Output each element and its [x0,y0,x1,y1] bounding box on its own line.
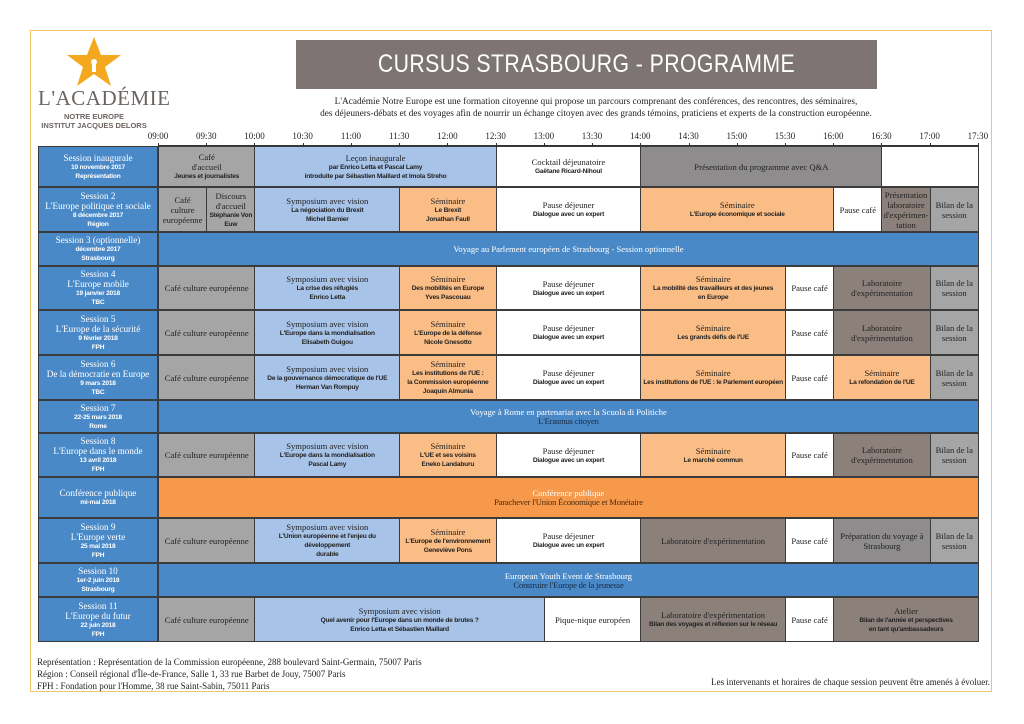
schedule-cell [544,597,641,642]
schedule-cell [930,187,979,232]
schedule-cell [833,310,930,355]
schedule-cell [833,187,882,232]
schedule-cell [785,355,834,400]
schedule-cell [640,518,786,563]
cell-detail: TBC [91,299,105,306]
schedule-cell [785,433,834,477]
time-tick [254,143,255,147]
schedule-cell [833,518,930,563]
cell-title: Séminaire [719,200,755,210]
cell-title: d'expérimentation [851,332,913,343]
cell-detail: Les institutions de l'UE : [412,370,484,377]
cell-detail: Jonathan Faull [426,215,470,223]
schedule-cell [833,433,930,477]
cell-title: Conférence publique [59,488,137,498]
time-tick [303,143,304,147]
cell-detail: en tant qu'ambassadeurs [868,625,944,633]
cell-detail: Des mobilités en Europe [411,285,485,292]
cell-title: Pause café [791,535,828,546]
cell-title: Préparation du voyage à [840,530,924,541]
cell-title: Séminaire [430,526,466,537]
cell-detail: Stéphanie Von [209,211,253,219]
cell-title: Café culture européenne [164,614,249,625]
schedule-cell [640,187,834,232]
cell-title: Session 10 [78,566,118,576]
cell-detail: L'Erasmus citoyen [538,416,599,426]
cell-detail: L'UE et ses voisins [419,452,476,459]
cell-title: laboratoire [887,199,925,210]
schedule-cell [640,597,786,642]
schedule-cell [496,310,642,355]
cell-detail: Dialogue avec un expert [532,379,605,386]
legend-line: Représentation : Représentation de la Commission européenne, 288 boulevard Saint-Germain, 75007 Paris [37,657,422,667]
schedule-cell [785,266,834,310]
session-label [38,266,158,310]
cell-detail: Geneviève Pons [423,546,472,554]
cell-detail: FPH [91,551,105,559]
cell-detail: Le marché commun [683,456,743,464]
cell-detail: 10 novembre 2017 [71,163,125,171]
cell-detail: 22-25 mars 2018 [74,413,122,421]
cell-detail: 13 avril 2018 [79,457,117,464]
cell-detail: Enrico Letta et Sébastien Maillard [350,625,449,633]
cell-detail: mi-mai 2018 [80,499,116,506]
cell-title: Séminaire [430,274,466,284]
schedule-cell [158,355,255,400]
cell-detail: L'Union européenne et l'enjeu du développement [278,533,376,549]
schedule-cell [158,433,255,477]
cell-detail: Dialogue avec un expert [532,542,605,549]
schedule-cell [158,266,255,310]
schedule-cell [254,355,400,400]
cell-detail: en Europe [697,294,729,301]
cell-detail: Herman Van Rompuy [295,383,359,391]
cell-title: Bilan de la [935,199,973,210]
schedule-cell [496,146,642,187]
cell-title: Café culture européenne [164,535,249,546]
session-label [38,518,158,563]
cell-title: Strasbourg [863,540,901,551]
cell-detail: Région [87,220,109,228]
cell-title: Pause déjeuner [542,531,595,541]
cell-title: session [941,377,967,388]
cell-title: Discours [215,190,247,201]
cell-title: Symposium avec vision [358,605,441,616]
time-label: 13:00 [533,131,555,141]
cell-detail: FPH [91,630,105,638]
schedule-cell [785,310,834,355]
cell-detail: Joaquín Almunia [422,388,473,395]
time-label: 15:30 [774,131,796,141]
logo-line1: NOTRE EUROPE [63,112,124,121]
cell-title: Laboratoire [861,278,902,288]
cell-title: Café [198,152,215,162]
schedule-cell [640,355,786,400]
cell-detail: Les institutions de l'UE : le Parlement européen [643,379,783,386]
cell-title: Session 7 [80,402,116,413]
session-label [38,563,158,597]
time-tick [592,143,593,147]
schedule-cell [254,310,400,355]
cell-title: d'accueil [191,162,222,172]
schedule-cell [206,187,255,232]
schedule-cell [158,477,979,518]
schedule-cell [640,266,786,310]
cell-detail: Dialogue avec un expert [532,211,605,218]
cell-detail: Dialogue avec un expert [532,334,605,341]
time-tick [158,143,159,147]
cell-title: Séminaire [695,445,731,456]
cell-title: Pause café [791,450,828,460]
time-label: 10:30 [292,131,313,141]
cell-title: Session 2 [80,190,116,201]
legend-line: FPH : Fondation pour l'Homme, 38 rue Saint-Sabin, 75011 Paris [37,681,270,691]
cell-title: Séminaire [430,195,466,206]
cell-title: Symposium avec vision [286,522,369,532]
cell-title: européenne [162,214,203,225]
cell-title: Pause déjeuner [542,445,595,456]
cell-title: Session 6 [80,358,116,369]
schedule-cell [496,187,642,232]
cell-title: d'expérimen- [883,209,929,220]
cell-title: European Youth Event de Strasbourg [504,570,632,581]
cell-title: L'Europe de la sécurité [55,323,141,334]
session-label [38,355,158,400]
cell-detail: Quel avenir pour l'Europe dans un monde de brutes ? [320,616,479,624]
schedule-cell [496,518,642,563]
cell-detail: L'Europe dans la mondialisation [279,452,375,459]
cell-detail: FPH [91,343,105,351]
schedule-cell [158,232,979,266]
cell-title: Session 4 [80,269,116,279]
cell-title: d'expérimentation [851,455,913,465]
cell-detail: Gaëtane Ricard-Nihoul [535,168,602,175]
cell-title: Séminaire [430,441,466,451]
cell-title: Pause café [791,327,828,338]
time-tick [689,143,690,147]
schedule-cell [785,518,834,563]
time-label: 12:30 [485,131,506,141]
cell-detail: Michel Barnier [305,215,349,223]
cell-title: Café culture européenne [164,283,249,293]
cell-title: session [941,332,967,343]
schedule-cell [930,518,979,563]
cell-title: session [941,455,967,465]
schedule-cell [881,187,930,232]
cell-detail: 19 janvier 2018 [76,290,120,297]
schedule-cell [833,355,930,400]
cell-title: Leçon inaugurale [345,152,406,163]
cell-detail: Euw [224,220,238,228]
time-label: 16:30 [871,131,892,141]
schedule-cell [640,433,786,477]
cell-detail: Dialogue avec un expert [532,289,605,297]
time-tick [399,143,400,147]
schedule-cell [640,310,786,355]
cell-title: Conférence publique [532,488,605,498]
cell-detail: Les grands défis de l'UE [677,334,749,341]
cell-title: Café culture européenne [164,327,249,338]
time-tick [737,143,738,147]
cell-detail: La mobilité des travailleurs et des jeunes [653,285,774,292]
cell-title: Séminaire [695,323,731,333]
schedule-cell [399,355,496,400]
schedule-cell [833,266,930,310]
cell-title: Présentation du programme avec Q&A [694,161,829,172]
time-tick [206,143,207,147]
cell-detail: Parachever l'Union Économique et Monétaire [494,497,643,507]
cell-detail: 25 mai 2018 [80,542,116,550]
cell-detail: Bilan des voyages et réflexion sur le réseau [649,621,778,628]
footer-legend [37,656,422,692]
schedule-cell [785,597,834,642]
schedule-cell [930,310,979,355]
time-label: 09:00 [147,131,169,141]
cell-title: Session 9 [80,521,116,532]
time-tick [930,143,931,147]
cell-title: Café culture européenne [164,450,249,460]
cell-detail: Nicole Gnesotto [424,338,472,346]
cell-title: Présentation [884,189,928,200]
session-label [38,232,158,266]
session-label [38,597,158,642]
cell-detail: 9 mars 2018 [80,379,116,387]
cell-title: Café culture européenne [164,372,249,383]
cell-title: Symposium avec vision [286,318,369,329]
cell-title: Café [174,194,191,205]
star-icon [64,36,124,88]
session-label [38,187,158,232]
cell-title: Voyage au Parlement européen de Strasbourg - Session optionnelle [453,244,684,254]
cell-title: Pause déjeuner [542,200,595,210]
cell-title: Symposium avec vision [286,363,369,374]
cell-detail: par Enrico Letta et Pascal Lamy [328,163,423,171]
cell-title: session [941,288,967,298]
cell-title: Voyage à Rome en partenariat avec la Scuola di Politiche [470,407,667,417]
session-label [38,400,158,433]
cell-detail: Enrico Letta [309,294,346,301]
cell-detail: 1er-2 juin 2018 [76,577,120,584]
time-tick [640,143,641,147]
cell-detail: 9 février 2018 [78,334,118,342]
cell-detail: La refondation de l'UE [849,379,915,386]
schedule-cell [158,146,255,187]
cell-detail: La négociation du Brexit [291,206,364,214]
time-tick [447,143,448,147]
cell-detail: L'Europe de l'environnement [405,537,491,545]
cell-detail: Jeunes et journalistes [174,173,240,180]
cell-title: Laboratoire [861,445,902,455]
schedule-cell [399,187,496,232]
schedule-cell [930,266,979,310]
schedule-cell [399,310,496,355]
cell-title: Session 3 (optionnelle) [55,235,141,245]
cell-title: L'Europe du futur [65,610,131,621]
cell-title: Séminaire [695,368,731,378]
cell-title: d'accueil [215,200,246,211]
cell-title: Pause café [791,372,828,383]
cell-title: Symposium avec vision [286,195,369,206]
cell-title: Bilan de la [935,322,973,333]
cell-title: Séminaire [695,274,731,284]
cell-title: Pause café [791,614,828,625]
time-label: 11:30 [389,131,410,141]
cell-detail: TBC [91,388,105,396]
cell-title: Séminaire [430,318,466,329]
cell-title: Symposium avec vision [286,274,369,284]
cell-title: Bilan de la [935,445,973,455]
time-label: 15:00 [726,131,748,141]
session-label [38,433,158,477]
schedule-cell [254,146,496,187]
cell-title: L'Europe mobile [67,279,129,289]
cell-title: Séminaire [864,368,900,378]
cell-detail: introduite par Sébastien Maillard et Imola Streho [304,172,447,180]
cell-detail: 8 décembre 2017 [72,211,124,219]
cell-detail: Eneko Landaburu [421,461,475,468]
cell-detail: la Commission européenne [407,379,489,386]
cell-title: Session 8 [80,436,116,446]
schedule-cell [158,187,207,232]
cell-title: Bilan de la [935,278,973,288]
time-tick [351,143,352,147]
cell-detail: Strasbourg [81,255,115,262]
time-label: 17:00 [919,131,940,141]
session-label [38,310,158,355]
schedule-cell [930,355,979,400]
schedule-cell [833,597,979,642]
schedule-cell [254,187,400,232]
academie-logo [36,36,171,130]
schedule-cell [496,433,642,477]
cell-detail: Strasbourg [81,586,115,593]
cell-detail: Elisabeth Guigou [301,338,353,346]
time-tick [785,143,786,147]
schedule-cell [640,146,882,187]
cell-title: Bilan de la [935,530,973,541]
time-tick [881,143,882,147]
schedule-cell [399,266,496,310]
schedule-cell [254,597,544,642]
time-label: 17:30 [967,131,989,141]
cell-detail: décembre 2017 [75,246,121,253]
time-label: 13:30 [581,131,603,141]
schedule-cell [254,433,400,477]
cell-title: Laboratoire d'expérimentation [661,535,766,546]
cell-detail: 22 juin 2018 [80,621,116,629]
time-label: 14:00 [630,131,651,141]
time-tick [544,143,545,147]
session-label [38,146,158,187]
schedule-cell [496,355,642,400]
cell-title: Pause déjeuner [542,278,595,289]
cell-title: Cocktail déjeunatoire [531,157,606,167]
schedule-cell [399,518,496,563]
schedule-cell [254,266,400,310]
cell-title: L'Europe politique et sociale [45,200,151,211]
cell-title: Session 11 [78,600,118,611]
cell-title: L'Europe dans le monde [53,446,143,456]
logo-line2: INSTITUT JACQUES DELORS [41,121,147,130]
cell-title: De la démocratie en Europe [46,368,150,379]
schedule-cell [254,518,400,563]
cell-detail: La crise des réfugiés [296,285,358,292]
cell-detail: FPH [91,466,105,473]
time-label: 11:00 [340,131,361,141]
schedule-cell [158,310,255,355]
schedule-cell [399,433,496,477]
cell-title: Session inaugurale [63,152,133,163]
time-label: 10:00 [244,131,265,141]
cell-detail: Représentation [75,172,121,180]
schedule-cell [930,433,979,477]
schedule-cell [158,400,979,433]
cell-title: Séminaire [430,359,466,369]
cell-detail: Pascal Lamy [308,461,347,468]
cell-title: session [941,540,967,551]
legend-line: Région : Conseil régional d'Île-de-France, Salle 1, 33 rue Barbet de Jouy, 75007 Paris [37,669,346,679]
schedule-cell [158,518,255,563]
cell-title: Laboratoire d'expérimentation [661,610,766,620]
time-label: 12:00 [437,131,458,141]
time-label: 14:30 [678,131,699,141]
schedule-cell [496,266,642,310]
cell-title: Session 5 [80,313,116,324]
cell-detail: L'Europe dans la mondialisation [279,329,375,337]
cell-detail: durable [316,551,339,558]
cell-detail: Rome [89,422,107,430]
cell-detail: Dialogue avec un expert [532,456,605,464]
cell-title: session [941,209,967,220]
time-tick [978,143,979,147]
cell-detail: De la gouvernance démocratique de l'UE [267,374,388,382]
session-label [38,477,158,518]
cell-title: L'Europe verte [70,531,126,542]
schedule-cell [158,597,255,642]
time-label: 09:30 [195,131,217,141]
time-tick [496,143,497,147]
cell-title: Laboratoire [861,322,902,333]
cell-title: tation [896,219,916,230]
time-tick [833,143,834,147]
cell-title: Symposium avec vision [286,441,369,451]
schedule-cell [158,563,979,597]
cell-title: d'expérimentation [851,288,913,298]
cell-title: Atelier [894,605,918,616]
cell-title: Bilan de la [935,367,973,378]
cell-detail: Bilan de l'année et perspectives [859,616,953,624]
footer-note: Les intervenants et horaires de chaque session peuvent être amenés à évoluer. [711,677,990,687]
cell-detail: L'Europe de la défense [414,329,482,337]
cell-title: Pause café [791,283,828,293]
cell-detail: L'Europe économique et sociale [689,211,785,218]
intro-text: L'Académie Notre Europe est une formation citoyenne qui propose un parcours comprenant des conférences, des rencontres, des séminaires, des déjeuners-débats et des voyages afin de nourrir un échange citoyen avec des grands témoins, praticiens et experts de la construction européenne. [320,97,872,119]
cell-title: Pause déjeuner [542,368,595,378]
logo-brand: L'ACADÉMIE [38,86,171,110]
cell-detail: Construire l'Europe de la jeunesse [513,579,624,590]
cell-detail: Yves Pascouau [425,294,471,301]
time-label: 16:00 [822,131,844,141]
page-title: CURSUS STRASBOURG - PROGRAMME [296,40,877,89]
cell-detail: Le Brexit [434,206,462,214]
cell-title: Pique-nique européen [554,614,631,625]
schedule-cell [881,146,978,187]
cell-title: Pause déjeuner [542,323,595,333]
cell-title: Pause café [839,204,877,215]
cell-title: culture [170,204,195,215]
